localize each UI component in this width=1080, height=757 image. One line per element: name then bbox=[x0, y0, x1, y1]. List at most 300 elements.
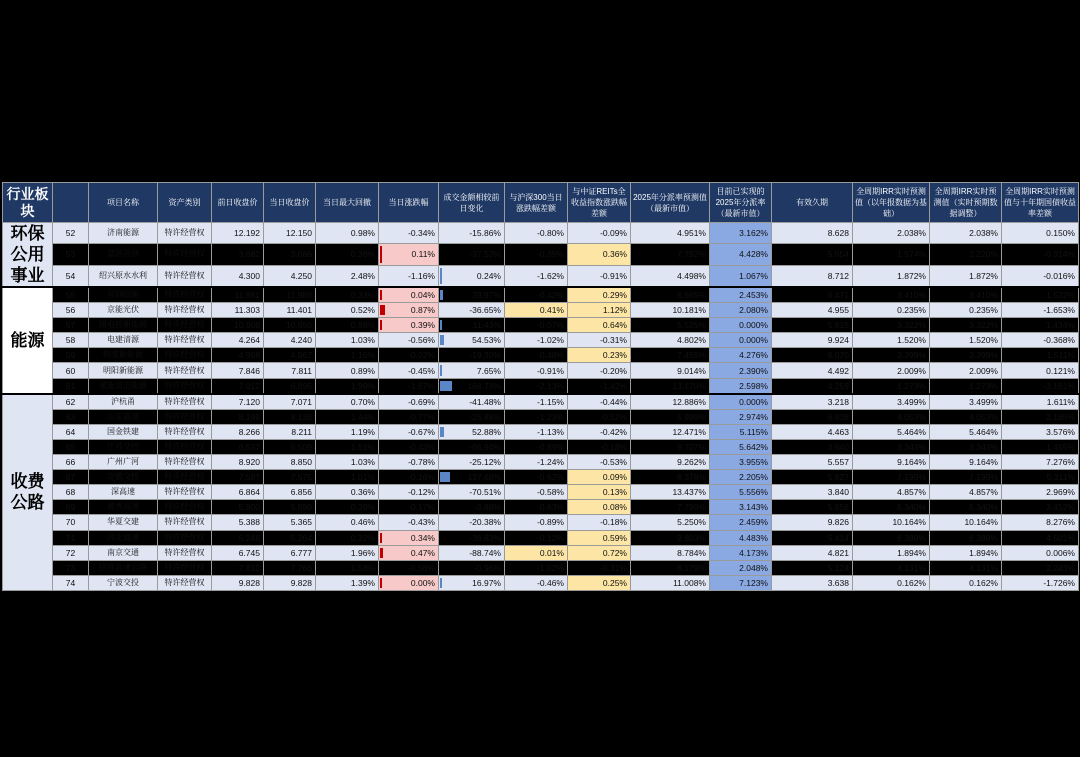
cell-prev: 5.388 bbox=[212, 515, 264, 530]
cell-fc: 7.792% bbox=[631, 244, 710, 265]
cell-chg bbox=[379, 378, 439, 394]
cell-irr2: 5.340% bbox=[930, 500, 1002, 515]
volume-bar bbox=[440, 320, 442, 330]
cell-type: 特许经营权 bbox=[158, 485, 212, 500]
cell-cur: 11.401 bbox=[264, 303, 316, 318]
cell-text: -1.16% bbox=[408, 270, 435, 281]
cell-spread: 2.969% bbox=[1002, 485, 1079, 500]
cell-name: 安徽交控 bbox=[89, 470, 158, 485]
volume-bar bbox=[440, 578, 442, 588]
cell-text: 0.00% bbox=[410, 577, 435, 588]
cell-irr1: 1.894% bbox=[853, 545, 930, 560]
cell-dd: 1.03% bbox=[316, 455, 379, 470]
cell-reits: -0.09% bbox=[568, 223, 631, 244]
cell-chg bbox=[379, 244, 439, 265]
table-row[interactable] bbox=[3, 348, 1079, 363]
cell-id: 58 bbox=[53, 333, 89, 348]
cell-dd: 0.52% bbox=[316, 303, 379, 318]
cell-spread: 1.522% bbox=[1002, 287, 1079, 303]
table-row[interactable] bbox=[3, 455, 1079, 470]
cell-id: 53 bbox=[53, 244, 89, 265]
cell-cur: 4.967 bbox=[264, 348, 316, 363]
cell-real: 1.067% bbox=[710, 265, 772, 287]
cell-vol bbox=[439, 223, 505, 244]
cell-hs300: -0.89% bbox=[505, 515, 568, 530]
cell-cur: 6.856 bbox=[264, 485, 316, 500]
cell-irr2: 1.872% bbox=[930, 265, 1002, 287]
column-header-14[interactable]: 全周期IRR实时预测值（以年报数据为基础） bbox=[853, 183, 930, 223]
cell-vol bbox=[439, 318, 505, 333]
cell-fc: 5.250% bbox=[631, 515, 710, 530]
cell-vol bbox=[439, 244, 505, 265]
spreadsheet bbox=[2, 182, 1078, 591]
cell-text: -36.65% bbox=[469, 305, 501, 316]
cell-hs300: -0.42% bbox=[505, 287, 568, 303]
cell-fc: 5.525% bbox=[631, 318, 710, 333]
cell-name: 绍兴原水水利 bbox=[89, 265, 158, 287]
cell-irr2: 2.009% bbox=[930, 363, 1002, 378]
cell-dur: 6.070 bbox=[772, 348, 853, 363]
cell-hs300: -0.35% bbox=[505, 244, 568, 265]
table-row[interactable] bbox=[3, 394, 1079, 410]
cell-dur: 4.492 bbox=[772, 363, 853, 378]
cell-dur: 5.557 bbox=[772, 455, 853, 470]
cell-irr2: 5.464% bbox=[930, 424, 1002, 439]
cell-spread: 3.576% bbox=[1002, 424, 1079, 439]
cell-name: 宁波交投 bbox=[89, 575, 158, 590]
cell-dd: 1.51% bbox=[316, 439, 379, 454]
cell-reits: -1.42% bbox=[568, 378, 631, 394]
cell-fc: 9.262% bbox=[631, 455, 710, 470]
cell-irr2: 2.038% bbox=[930, 223, 1002, 244]
table-row[interactable] bbox=[3, 530, 1079, 545]
cell-irr2: 3.499% bbox=[930, 394, 1002, 410]
cell-id: 66 bbox=[53, 455, 89, 470]
cell-irr1: 3.499% bbox=[853, 394, 930, 410]
cell-type: 特许经营权 bbox=[158, 500, 212, 515]
cell-fc: 7.455% bbox=[631, 348, 710, 363]
cell-spread: -0.314% bbox=[1002, 244, 1079, 265]
cell-chg bbox=[379, 485, 439, 500]
cell-id: 74 bbox=[53, 575, 89, 590]
cell-vol bbox=[439, 424, 505, 439]
cell-dd: 0.88% bbox=[316, 318, 379, 333]
cell-name: 明阳新能源 bbox=[89, 363, 158, 378]
table-row[interactable] bbox=[3, 545, 1079, 560]
cell-text: -41.48% bbox=[469, 396, 501, 407]
volume-bar bbox=[440, 290, 443, 300]
change-bar bbox=[380, 533, 382, 543]
cell-name: 招商高速公路 bbox=[89, 560, 158, 575]
cell-text: -0.56% bbox=[408, 562, 435, 573]
table-row[interactable] bbox=[3, 363, 1079, 378]
cell-real: 2.453% bbox=[710, 287, 772, 303]
column-header-11[interactable]: 2025年分派率预测值（最新市值） bbox=[631, 183, 710, 223]
cell-hs300: -1.02% bbox=[505, 560, 568, 575]
cell-irr2: -1.273% bbox=[930, 378, 1002, 394]
cell-id: 72 bbox=[53, 545, 89, 560]
column-header-2[interactable]: 项目名称 bbox=[89, 183, 158, 223]
table-row[interactable] bbox=[3, 560, 1079, 575]
cell-irr2: 4.053% bbox=[930, 409, 1002, 424]
cell-reits: -0.20% bbox=[568, 363, 631, 378]
cell-irr2: 1.520% bbox=[930, 333, 1002, 348]
cell-irr1: 10.164% bbox=[853, 515, 930, 530]
cell-reits: 0.25% bbox=[568, 575, 631, 590]
change-bar bbox=[380, 548, 383, 558]
column-header-16[interactable]: 全周期IRR实时预测值与十年期国债收益率差额 bbox=[1002, 183, 1079, 223]
cell-dur: 3.638 bbox=[772, 575, 853, 590]
cell-dd: 0.98% bbox=[316, 223, 379, 244]
cell-fc: 5.999% bbox=[631, 409, 710, 424]
cell-cur: 5.264 bbox=[264, 530, 316, 545]
cell-dur: 8.628 bbox=[772, 223, 853, 244]
cell-spread: 0.006% bbox=[1002, 545, 1079, 560]
cell-name: 蒙能清洁能源 bbox=[89, 378, 158, 394]
cell-spread: 2.165% bbox=[1002, 409, 1079, 424]
column-header-10[interactable]: 与中证REITs全收益指数涨跌幅差额 bbox=[568, 183, 631, 223]
cell-spread: -1.726% bbox=[1002, 575, 1079, 590]
cell-text: -0.69% bbox=[408, 396, 435, 407]
cell-cur: 7.575 bbox=[264, 470, 316, 485]
change-bar bbox=[380, 320, 382, 330]
cell-dd: 0.89% bbox=[316, 363, 379, 378]
cell-text: -0.78% bbox=[408, 457, 435, 468]
cell-chg bbox=[379, 333, 439, 348]
cell-fc: 12.471% bbox=[631, 424, 710, 439]
cell-name: 华夏交建 bbox=[89, 515, 158, 530]
column-header-3[interactable]: 资产类别 bbox=[158, 183, 212, 223]
cell-text: 0.11% bbox=[411, 249, 435, 260]
sector-label: 收费公路 bbox=[3, 394, 53, 591]
cell-prev: 6.864 bbox=[212, 485, 264, 500]
cell-prev: 7.846 bbox=[212, 363, 264, 378]
cell-text: -70.51% bbox=[469, 487, 501, 498]
table-row[interactable] bbox=[3, 378, 1079, 394]
cell-hs300: -1.15% bbox=[505, 394, 568, 410]
cell-id: 67 bbox=[53, 470, 89, 485]
cell-id: 65 bbox=[53, 439, 89, 454]
cell-fc: 9.014% bbox=[631, 363, 710, 378]
cell-real: 2.598% bbox=[710, 378, 772, 394]
cell-reits: 0.59% bbox=[568, 530, 631, 545]
cell-cur: 8.211 bbox=[264, 424, 316, 439]
table-row[interactable] bbox=[3, 515, 1079, 530]
cell-text: -1.67% bbox=[408, 380, 435, 391]
cell-real: 4.173% bbox=[710, 545, 772, 560]
column-header-0[interactable]: 行业板块 bbox=[3, 183, 53, 223]
cell-text: -36.83% bbox=[469, 532, 501, 543]
column-header-4[interactable]: 前日收盘价 bbox=[212, 183, 264, 223]
cell-id: 69 bbox=[53, 500, 89, 515]
cell-text: 137.68% bbox=[467, 472, 501, 483]
column-header-6[interactable]: 当日最大回撤 bbox=[316, 183, 379, 223]
cell-type: 特许经营权 bbox=[158, 424, 212, 439]
cell-text: -15.86% bbox=[469, 228, 501, 239]
cell-spread: 2.243% bbox=[1002, 560, 1079, 575]
cell-vol bbox=[439, 470, 505, 485]
cell-chg bbox=[379, 545, 439, 560]
cell-dur: 9.826 bbox=[772, 515, 853, 530]
cell-text: 39.97% bbox=[472, 290, 501, 301]
cell-prev: 8.920 bbox=[212, 455, 264, 470]
table-row[interactable] bbox=[3, 318, 1079, 333]
cell-vol bbox=[439, 287, 505, 303]
cell-chg bbox=[379, 560, 439, 575]
column-header-1[interactable] bbox=[53, 183, 89, 223]
cell-vol bbox=[439, 560, 505, 575]
cell-dd: 0.46% bbox=[316, 515, 379, 530]
cell-irr2: 3.322% bbox=[930, 318, 1002, 333]
cell-reits: 0.64% bbox=[568, 318, 631, 333]
header-row bbox=[3, 183, 1079, 223]
cell-spread: 5.311% bbox=[1002, 470, 1079, 485]
cell-reits: -0.18% bbox=[568, 439, 631, 454]
cell-reits: -0.18% bbox=[568, 515, 631, 530]
cell-irr1: 6.389% bbox=[853, 530, 930, 545]
cell-chg bbox=[379, 424, 439, 439]
cell-text: -3.88% bbox=[474, 502, 501, 513]
cell-real: 4.428% bbox=[710, 244, 772, 265]
cell-spread: -3.161% bbox=[1002, 378, 1079, 394]
cell-prev: 8.266 bbox=[212, 424, 264, 439]
cell-cur: 10.950 bbox=[264, 318, 316, 333]
cell-hs300: 0.01% bbox=[505, 545, 568, 560]
cell-dd: 1.03% bbox=[316, 333, 379, 348]
change-bar bbox=[380, 290, 382, 300]
cell-chg bbox=[379, 530, 439, 545]
table-row[interactable] bbox=[3, 470, 1079, 485]
cell-chg bbox=[379, 455, 439, 470]
cell-irr1: 7.199% bbox=[853, 470, 930, 485]
cell-fc: 9.803% bbox=[631, 530, 710, 545]
cell-real: 3.955% bbox=[710, 455, 772, 470]
cell-name: 沪杭甬 bbox=[89, 394, 158, 410]
cell-type: 特许经营权 bbox=[158, 318, 212, 333]
cell-dur: 3.218 bbox=[772, 394, 853, 410]
cell-dd: 1.16% bbox=[316, 348, 379, 363]
cell-real: 2.048% bbox=[710, 560, 772, 575]
cell-type: 特许经营权 bbox=[158, 394, 212, 410]
table-row[interactable] bbox=[3, 409, 1079, 424]
sector-label: 能源 bbox=[3, 287, 53, 394]
cell-text: -0.16% bbox=[408, 472, 435, 483]
cell-real: 5.556% bbox=[710, 485, 772, 500]
volume-bar bbox=[440, 268, 442, 285]
cell-name: 南京交通 bbox=[89, 545, 158, 560]
table-row[interactable] bbox=[3, 223, 1079, 244]
cell-vol bbox=[439, 348, 505, 363]
cell-chg bbox=[379, 303, 439, 318]
table-row[interactable] bbox=[3, 244, 1079, 265]
cell-cur: 7.766 bbox=[264, 560, 316, 575]
cell-id: 70 bbox=[53, 515, 89, 530]
cell-hs300: -1.62% bbox=[505, 265, 568, 287]
cell-type: 特许经营权 bbox=[158, 439, 212, 454]
cell-prev: 4.264 bbox=[212, 333, 264, 348]
cell-id: 62 bbox=[53, 394, 89, 410]
volume-bar bbox=[440, 365, 442, 375]
cell-id: 52 bbox=[53, 223, 89, 244]
cell-hs300: -2.13% bbox=[505, 378, 568, 394]
cell-prev: 12.192 bbox=[212, 223, 264, 244]
cell-real: 4.483% bbox=[710, 530, 772, 545]
cell-text: -0.02% bbox=[408, 350, 435, 361]
cell-reits: -0.31% bbox=[568, 560, 631, 575]
cell-name: 国金铁建 bbox=[89, 424, 158, 439]
cell-spread: 1.455% bbox=[1002, 439, 1079, 454]
cell-fc: 11.008% bbox=[631, 575, 710, 590]
table-row[interactable] bbox=[3, 303, 1079, 318]
cell-fc: 10.181% bbox=[631, 303, 710, 318]
column-header-7[interactable]: 当日涨跌幅 bbox=[379, 183, 439, 223]
cell-dd: 1.44% bbox=[316, 409, 379, 424]
column-header-9[interactable]: 与沪深300当日涨跌幅差额 bbox=[505, 183, 568, 223]
cell-spread: 1.511% bbox=[1002, 348, 1079, 363]
column-header-13[interactable]: 有效久期 bbox=[772, 183, 853, 223]
cell-name: 河北高速 bbox=[89, 530, 158, 545]
cell-text: -0.77% bbox=[408, 411, 435, 422]
cell-irr1: 4.131% bbox=[853, 560, 930, 575]
table-row[interactable] bbox=[3, 333, 1079, 348]
cell-text: 16.97% bbox=[472, 577, 501, 588]
cell-real: 3.143% bbox=[710, 500, 772, 515]
cell-irr1: 4.857% bbox=[853, 485, 930, 500]
cell-vol bbox=[439, 303, 505, 318]
cell-irr1: 3.322% bbox=[853, 318, 930, 333]
cell-prev: 7.012 bbox=[212, 378, 264, 394]
cell-irr1: 4.053% bbox=[853, 409, 930, 424]
cell-name: 江苏交控 bbox=[89, 439, 158, 454]
cell-spread: 0.121% bbox=[1002, 363, 1079, 378]
cell-chg bbox=[379, 409, 439, 424]
table-row[interactable] bbox=[3, 575, 1079, 590]
cell-spread: 0.150% bbox=[1002, 223, 1079, 244]
cell-type: 特许经营权 bbox=[158, 455, 212, 470]
cell-irr1: 1.574% bbox=[853, 244, 930, 265]
cell-reits: 0.09% bbox=[568, 470, 631, 485]
cell-name: 富国首创 bbox=[89, 244, 158, 265]
cell-irr1: 3.399% bbox=[853, 348, 930, 363]
cell-prev: 5.900 bbox=[212, 500, 264, 515]
table-row[interactable] bbox=[3, 500, 1079, 515]
column-header-5[interactable]: 当日收盘价 bbox=[264, 183, 316, 223]
cell-vol bbox=[439, 363, 505, 378]
cell-cur: 5.890 bbox=[264, 500, 316, 515]
cell-text: -0.45% bbox=[408, 365, 435, 376]
change-bar bbox=[380, 246, 382, 262]
cell-hs300: -1.23% bbox=[505, 409, 568, 424]
volume-bar bbox=[440, 335, 444, 345]
cell-irr2: 3.410% bbox=[930, 287, 1002, 303]
cell-cur: 7.811 bbox=[264, 363, 316, 378]
cell-vol bbox=[439, 409, 505, 424]
cell-text: -0.96% bbox=[474, 562, 501, 573]
cell-reits: -0.42% bbox=[568, 424, 631, 439]
cell-dd: 1.99% bbox=[316, 378, 379, 394]
cell-fc: 4.951% bbox=[631, 223, 710, 244]
cell-type: 特许经营权 bbox=[158, 575, 212, 590]
cell-chg bbox=[379, 500, 439, 515]
change-bar bbox=[380, 305, 385, 315]
cell-type: 特许经营权 bbox=[158, 333, 212, 348]
cell-spread: -1.653% bbox=[1002, 303, 1079, 318]
cell-cur: 6.509 bbox=[264, 439, 316, 454]
cell-irr1: 5.340% bbox=[853, 500, 930, 515]
cell-text: 168.73% bbox=[467, 380, 501, 391]
cell-name: 济南能源 bbox=[89, 223, 158, 244]
cell-vol bbox=[439, 394, 505, 410]
cell-dur: 4.955 bbox=[772, 303, 853, 318]
cell-vol bbox=[439, 455, 505, 470]
cell-id: 55 bbox=[53, 287, 89, 303]
cell-real: 7.123% bbox=[710, 575, 772, 590]
cell-fc: 9.707% bbox=[631, 439, 710, 454]
cell-chg bbox=[379, 287, 439, 303]
cell-id: 60 bbox=[53, 363, 89, 378]
cell-id: 64 bbox=[53, 424, 89, 439]
cell-real: 0.000% bbox=[710, 394, 772, 410]
cell-cur: 4.250 bbox=[264, 265, 316, 287]
cell-hs300: -1.13% bbox=[505, 424, 568, 439]
cell-fc: 13.437% bbox=[631, 485, 710, 500]
cell-text: 0.34% bbox=[410, 532, 435, 543]
cell-text: 52.88% bbox=[472, 426, 501, 437]
cell-dd: 1.96% bbox=[316, 545, 379, 560]
cell-spread: 1.434% bbox=[1002, 318, 1079, 333]
cell-chg bbox=[379, 515, 439, 530]
column-header-12[interactable]: 目前已实现的2025年分派率（最新市值） bbox=[710, 183, 772, 223]
cell-hs300: -0.07% bbox=[505, 318, 568, 333]
cell-prev: 9.828 bbox=[212, 575, 264, 590]
cell-text: 0.04% bbox=[410, 290, 435, 301]
cell-type: 特许经营权 bbox=[158, 470, 212, 485]
cell-spread: -0.368% bbox=[1002, 333, 1079, 348]
cell-vol bbox=[439, 530, 505, 545]
cell-spread: -0.016% bbox=[1002, 265, 1079, 287]
cell-dur: 5.654 bbox=[772, 244, 853, 265]
cell-text: 0.47% bbox=[410, 547, 435, 558]
cell-real: 2.080% bbox=[710, 303, 772, 318]
cell-prev: 11.981 bbox=[212, 287, 264, 303]
cell-reits: 0.72% bbox=[568, 545, 631, 560]
cell-type: 特许经营权 bbox=[158, 560, 212, 575]
cell-chg bbox=[379, 363, 439, 378]
cell-prev: 11.303 bbox=[212, 303, 264, 318]
cell-hs300: -0.46% bbox=[505, 575, 568, 590]
table-row[interactable] bbox=[3, 424, 1079, 439]
column-header-15[interactable]: 全周期IRR实时预测值（实时预期数据调整） bbox=[930, 183, 1002, 223]
cell-cur: 6.895 bbox=[264, 378, 316, 394]
cell-type: 特许经营权 bbox=[158, 363, 212, 378]
table-row[interactable] bbox=[3, 439, 1079, 454]
cell-cur: 4.240 bbox=[264, 333, 316, 348]
table-row[interactable] bbox=[3, 265, 1079, 287]
cell-irr2: 6.389% bbox=[930, 530, 1002, 545]
table-row[interactable] bbox=[3, 485, 1079, 500]
cell-chg bbox=[379, 439, 439, 454]
cell-reits: -0.52% bbox=[568, 409, 631, 424]
cell-type: 特许经营权 bbox=[158, 348, 212, 363]
cell-name: 越秀高速 bbox=[89, 500, 158, 515]
cell-dur: 5.658 bbox=[772, 500, 853, 515]
table-row[interactable] bbox=[3, 287, 1079, 303]
column-header-8[interactable]: 成交金额相较前日变化 bbox=[439, 183, 505, 223]
cell-id: 73 bbox=[53, 560, 89, 575]
cell-irr2: 7.199% bbox=[930, 470, 1002, 485]
cell-dd: 1.39% bbox=[316, 575, 379, 590]
cell-text: -37.53% bbox=[469, 249, 501, 260]
